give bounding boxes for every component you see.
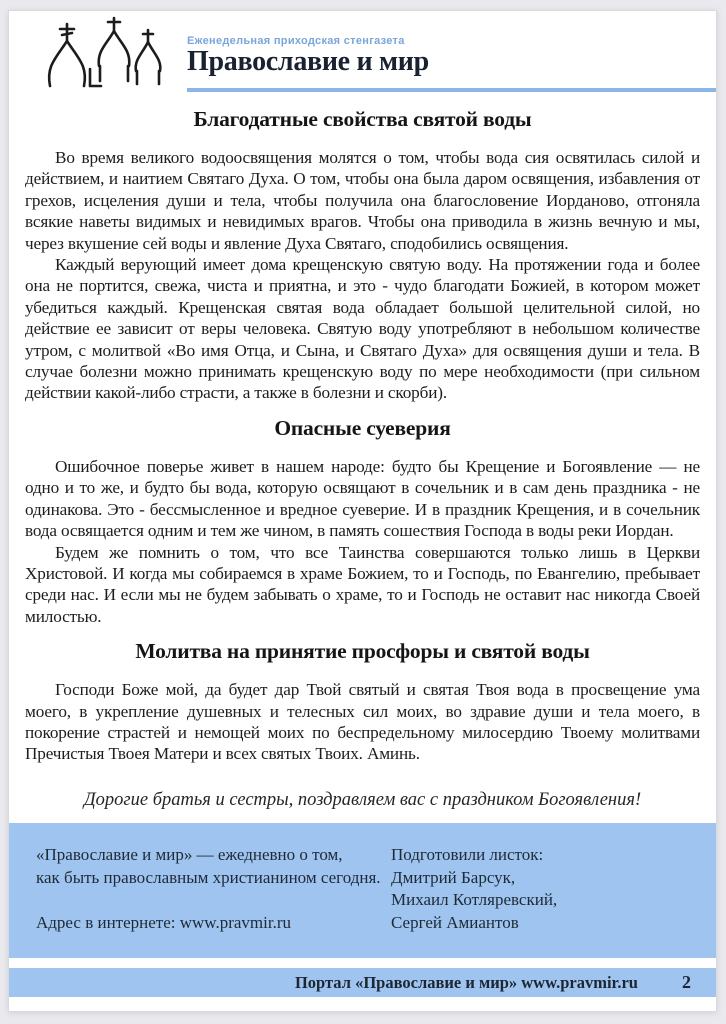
article-content [9, 107, 716, 811]
credits-title: Подготовили листок: [391, 845, 544, 864]
paragraph: Будем же помнить о том, что все Таинства совершаются только лишь в Церкви Христовой. И когда мы собираемся в храме Божием, то и Господь, по Евангелию, пребывает среди нас. И если мы не будем забывать о храме, то и Господь не оставит нас никогда Своей милостью. [25, 542, 700, 626]
about-line: «Православие и мир» — ежедневно о том, [36, 845, 343, 864]
info-credits-column [391, 844, 681, 934]
article-heading-prayer: Молитва на принятие просфоры и святой воды [135, 639, 590, 664]
paragraph: Во время великого водоосвящения молятся о том, чтобы вода сия освятилась силой и действием, и наитием Святаго Духа. О том, чтобы она была даром освящения, избавления от грехов, исцеления души и тела, чтобы получила она благословение Иорданово, отгоняла всякие наветы видимых и невидимых врагов. Чтобы она приводила в жизнь вечную и мы, через вкушение сей воды и явление Духа Святаго, сподобились освящения. [25, 148, 700, 253]
paragraph: Ошибочное поверье живет в нашем народе: будто бы Крещение и Богоявление — не одно и то же, и будто бы вода, которую освящают в сочельник и в сам день праздника - не одинакова. Это - бессмысленное и вредное суеверие. И в праздник Крещения, и в сочельник вода освящается одним и тем же чином, в память сошествия Господа в воды реки Иордан. [25, 456, 700, 541]
credits-name: Сергей Амиантов [391, 912, 519, 932]
footer-bar [9, 968, 716, 997]
page-title: Православие и мир [187, 46, 429, 77]
about-line: как быть православным христианином сегодня. [36, 867, 381, 887]
info-about-column [36, 844, 381, 935]
credits-name: Михаил Котляревский, [391, 890, 558, 909]
info-block [9, 823, 716, 958]
masthead [9, 11, 716, 95]
credits-name: Дмитрий Барсук, [391, 867, 516, 887]
web-address: Адрес в интернете: www.pravmir.ru [36, 913, 291, 932]
newsletter-tagline: Еженедельная приходская стенгазета [187, 35, 405, 47]
paragraph: Господи Боже мой, да будет дар Твой святый и святая Твоя вода в просвещение ума моего, в укрепление душевных и телесных сил моих, во здравие души и тела моего, в покорение страстей и немощей моих по беспредельному милосердию Твоему молитвами Пречистыя Твоея Матери и всех святых Твоих. Аминь. [25, 680, 700, 764]
paragraph: Каждый верующий имеет дома крещенскую святую воду. На протяжении года и более она не портится, свежа, чиста и приятна, и это - чудо благодати Божией, в котором может убедиться каждый. Крещенская святая вода обладает большой целительной силой, но действие ее зависит от веры человека. Святую воду употребляют в небольшом количестве утром, с молитвой «Во имя Отца, и Сына, и Святаго Духа» для освящения души и тела. В случае болезни можно принимать крещенскую воду по мере необходимости (при сильном действии какой-либо страсти, а также в болезни и скорби). [25, 255, 700, 403]
article-heading-holy-water: Благодатные свойства святой воды [193, 107, 532, 131]
portal-text: Портал «Православие и мир» www.pravmir.ru [294, 972, 638, 992]
newspaper-page [8, 10, 717, 1012]
header-rule [187, 88, 716, 92]
greeting-line: Дорогие братья и сестры, поздравляем вас с праздником Богоявления! [83, 789, 642, 810]
article-heading-superstitions: Опасные суеверия [274, 415, 451, 440]
church-domes-icon [37, 14, 185, 97]
page-number: 2 [682, 972, 691, 992]
masthead-textblock [187, 35, 429, 76]
